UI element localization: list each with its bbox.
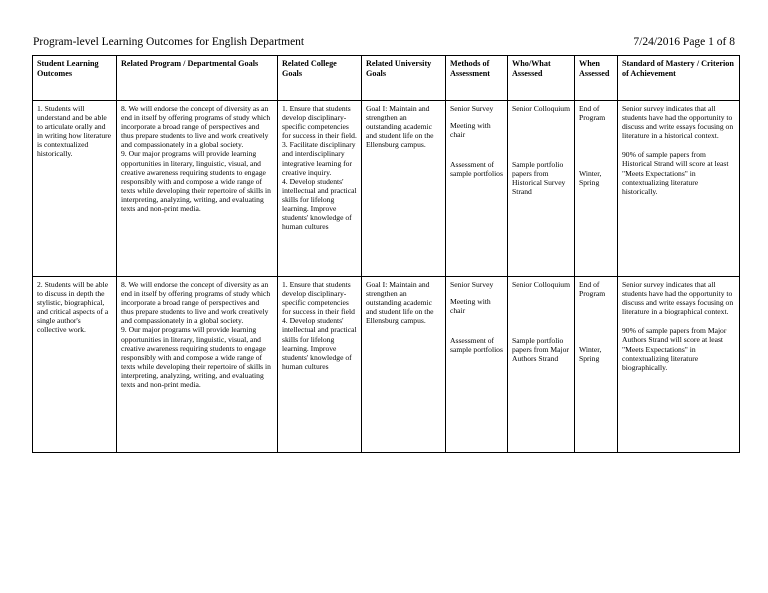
- standard-item: Senior survey indicates that all students have had the opportunity to discuss and write essays focusing on literature in a biographical context.: [622, 280, 734, 317]
- assessed-item: Senior Colloquium: [512, 104, 571, 113]
- col-header-who-what: Who/What Assessed: [508, 56, 575, 101]
- college-goals-cell: [278, 101, 362, 277]
- college-goal: 4. Develop students' intellectual and practical skills for lifelong learning. Improve students' knowledge of human cultures: [282, 176, 357, 232]
- col-header-methods: Methods of Assessment: [446, 56, 508, 101]
- assessed-item: Sample portfolio papers from Historical Survey Strand: [512, 160, 566, 197]
- when-item: End of Program: [579, 104, 606, 123]
- method: Assessment of sample portfolios: [450, 160, 503, 179]
- methods-cell: [446, 277, 508, 453]
- assessed-item: Senior Colloquium: [512, 280, 571, 289]
- standard-item: Senior survey indicates that all students have had the opportunity to discuss and write essays focusing on literature in a historical context.: [622, 104, 734, 141]
- program-goal: 8. We will endorse the concept of diversity as an end in itself by offering programs of study which incorporate a broad range of perspectives and thus prepare students to live and work creatively and compassionately in a global society.: [121, 104, 271, 150]
- university-goals-cell: Goal I: Maintain and strengthen an outstanding academic and student life on the Ellensburg campus.: [362, 101, 446, 277]
- document-title: Program-level Learning Outcomes for English Department: [33, 36, 305, 48]
- method: Senior Survey: [450, 104, 494, 113]
- col-header-university-goals: Related University Goals: [362, 56, 446, 101]
- college-goal: 3. Facilitate disciplinary and interdisciplinary integrative learning for creative inquiry.: [282, 140, 356, 177]
- method: Assessment of sample portfolios: [450, 336, 503, 355]
- standard-cell: [618, 101, 740, 277]
- method: Meeting with chair: [450, 297, 491, 316]
- col-header-when: When Assessed: [575, 56, 618, 101]
- program-goal: 8. We will endorse the concept of diversity as an end in itself by offering programs of study which incorporate a broad range of perspectives and thus prepare students to live and work creatively and compassionately in a global society.: [121, 280, 271, 326]
- who-what-cell: [508, 277, 575, 453]
- assessed-item: Sample portfolio papers from Major Authors Strand: [512, 336, 569, 364]
- table-row: [33, 277, 740, 453]
- standard-item: 90% of sample papers from Historical Strand will score at least "Meets Expectations" in contextualizing literature historically.: [622, 150, 729, 196]
- program-goal: 9. Our major programs will provide learning opportunities in literary, linguistic, visual, and creative awareness requiring students to engage responsibly with and compose a wide range of texts while developing their repertoire of skills in interpreting, analyzing, writing, and evaluating texts and non-print media.: [121, 325, 271, 390]
- when-cell: [575, 101, 618, 277]
- when-item: End of Program: [579, 280, 606, 299]
- col-header-college-goals: Related College Goals: [278, 56, 362, 101]
- when-item: Winter, Spring: [579, 345, 602, 364]
- method: Meeting with chair: [450, 121, 491, 140]
- col-header-standard: Standard of Mastery / Criterion of Achievement: [618, 56, 740, 101]
- college-goal: 1. Ensure that students develop disciplinary-specific competencies for success in their field: [282, 280, 355, 317]
- program-goals-cell: [117, 277, 278, 453]
- table-row: [33, 101, 740, 277]
- table-header-row: [33, 56, 740, 101]
- college-goal: 4. Develop students' intellectual and practical skills for lifelong learning. Improve students' knowledge of human cultures: [282, 316, 357, 371]
- col-header-outcomes: Student Learning Outcomes: [33, 56, 117, 101]
- outcome-cell: 1. Students will understand and be able to articulate orally and in writing how literature is contextualized historically.: [33, 101, 117, 277]
- date-page-number: 7/24/2016 Page 1 of 8: [633, 36, 735, 48]
- methods-cell: [446, 101, 508, 277]
- when-cell: [575, 277, 618, 453]
- college-goals-cell: [278, 277, 362, 453]
- method: Senior Survey: [450, 280, 494, 289]
- standard-cell: [618, 277, 740, 453]
- program-goals-cell: [117, 101, 278, 277]
- page-header: [33, 36, 735, 52]
- standard-item: 90% of sample papers from Major Authors Strand will score at least "Meets Expectations" in contextualizing literature biographically.: [622, 326, 727, 372]
- when-item: Winter, Spring: [579, 169, 602, 188]
- outcomes-table: [32, 55, 740, 453]
- college-goal: 1. Ensure that students develop disciplinary-specific competencies for success in their field.: [282, 104, 357, 141]
- program-goal: 9. Our major programs will provide learning opportunities in literary, linguistic, visual, and creative awareness requiring students to engage responsibly with and compose a wide range of texts while developing their repertoire of skills in interpreting, analyzing, writing, and evaluating texts and non-print media.: [121, 149, 271, 214]
- col-header-program-goals: Related Program / Departmental Goals: [117, 56, 278, 101]
- outcome-cell: 2. Students will be able to discuss in depth the stylistic, biographical, and critical aspects of a single author's collective work.: [33, 277, 117, 453]
- university-goals-cell: Goal I: Maintain and strengthen an outstanding academic and student life on the Ellensburg campus.: [362, 277, 446, 453]
- who-what-cell: [508, 101, 575, 277]
